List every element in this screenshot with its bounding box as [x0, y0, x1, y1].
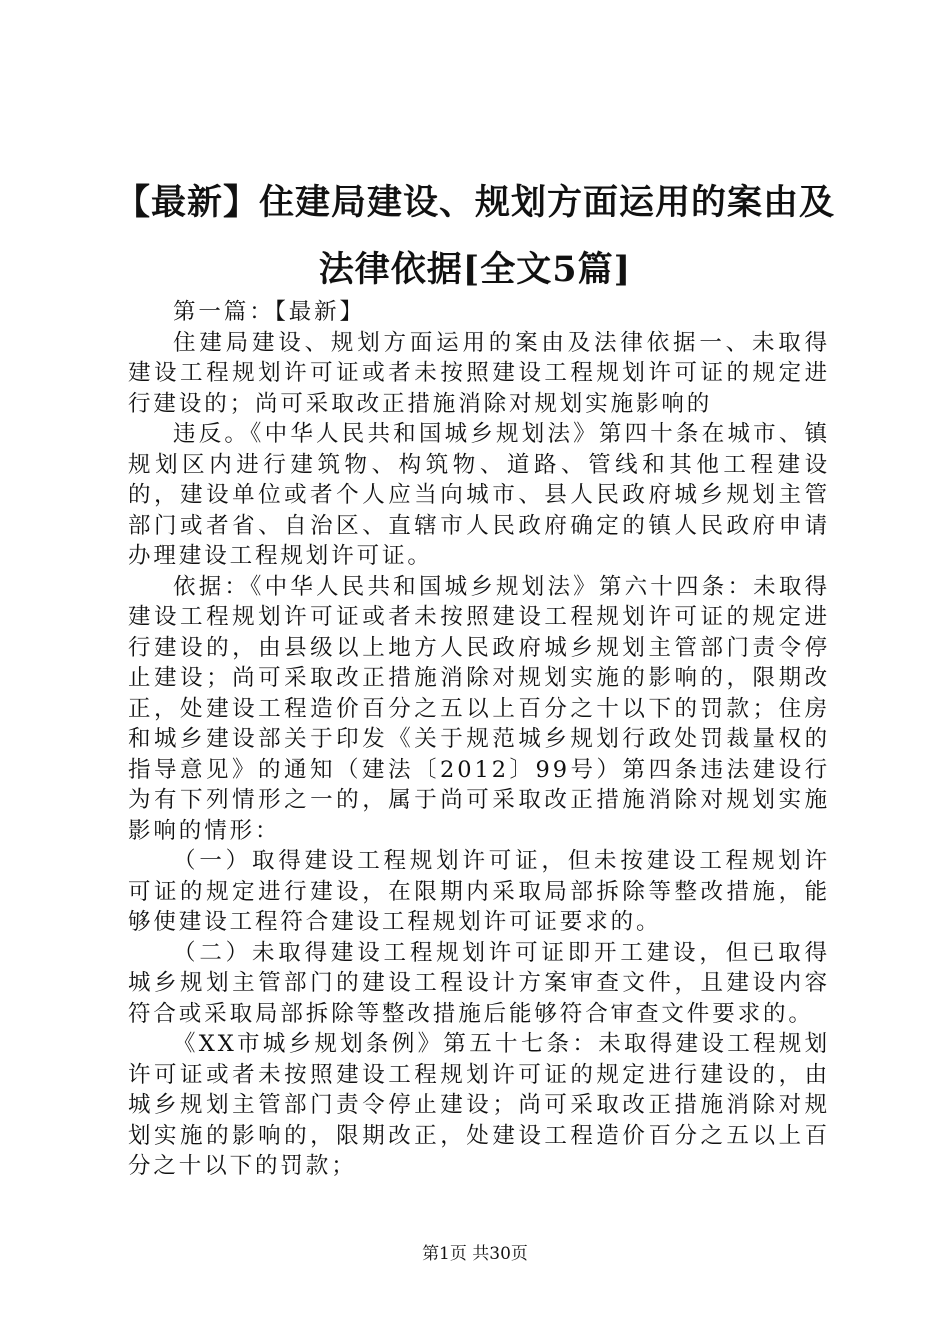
body-paragraph: （一）取得建设工程规划许可证，但未按建设工程规划许可证的规定进行建设，在限期内采取局部拆除等整改措施，能够使建设工程符合建设工程规划许可证要求的。 — [128, 848, 830, 935]
page-number-footer: 第1页 共30页 — [422, 1244, 528, 1264]
body-paragraph: 违反。《中华人民共和国城乡规划法》第四十条在城市、镇规划区内进行建筑物、构筑物、道路、管线和其他工程建设的，建设单位或者个人应当向城市、县人民政府城乡规划主管部门或者省、自治区、直辖市人民政府确定的镇人民政府申请办理建设工程规划许可证。 — [128, 421, 830, 569]
document-body — [128, 297, 830, 1182]
document-title-line-1: 【最新】住建局建设、规划方面运用的案由及 — [114, 182, 835, 223]
section-heading: 第一篇：【最新】 — [173, 299, 365, 325]
document-title-line-2: 法律依据[全文5篇] — [318, 249, 632, 290]
body-paragraph: 《XX市城乡规划条例》第五十七条：未取得建设工程规划许可证或者未按照建设工程规划许可证的规定进行建设的，由城乡规划主管部门责令停止建设；尚可采取改正措施消除对规划实施的影响的，限期改正，处建设工程造价百分之五以上百分之十以下的罚款； — [128, 1031, 830, 1179]
body-paragraph: 依据：《中华人民共和国城乡规划法》第六十四条：未取得建设工程规划许可证或者未按照建设工程规划许可证的规定进行建设的，由县级以上地方人民政府城乡规划主管部门责令停止建设；尚可采取改正措施消除对规划实施的影响的，限期改正，处建设工程造价百分之五以上百分之十以下的罚款；住房和城乡建设部关于印发《关于规范城乡规划行政处罚裁量权的指导意见》的通知（建法〔2012〕99号）第四条违法建设行为有下列情形之一的，属于尚可采取改正措施消除对规划实施影响的情形： — [128, 573, 830, 844]
body-paragraph: （二）未取得建设工程规划许可证即开工建设，但已取得城乡规划主管部门的建设工程设计方案审查文件，且建设内容符合或采取局部拆除等整改措施后能够符合审查文件要求的。 — [128, 939, 830, 1027]
body-paragraph: 住建局建设、规划方面运用的案由及法律依据一、未取得建设工程规划许可证或者未按照建设工程规划许可证的规定进行建设的；尚可采取改正措施消除对规划实施影响的 — [128, 329, 830, 417]
